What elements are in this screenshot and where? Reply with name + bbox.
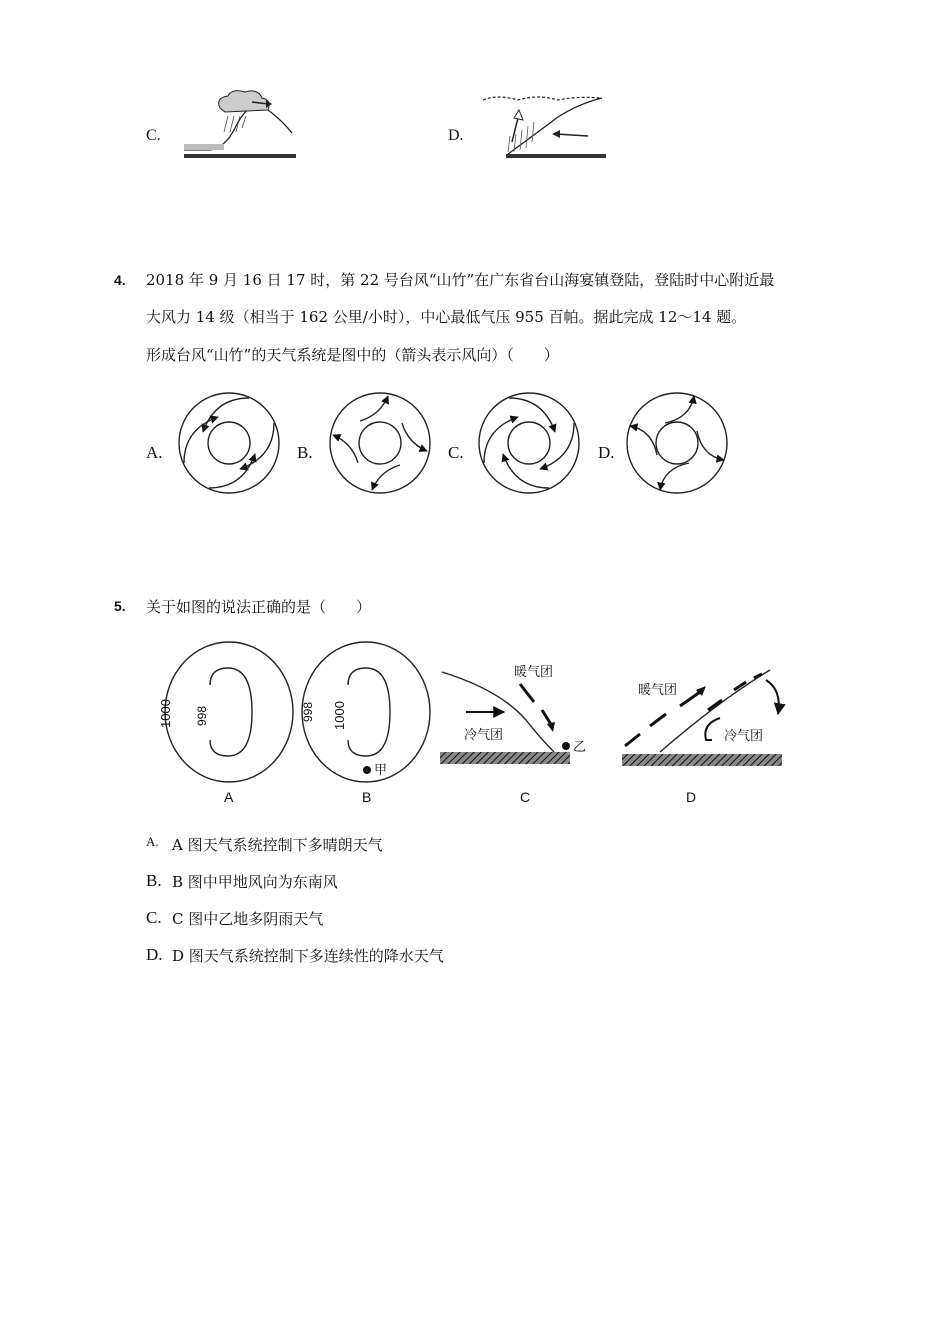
q4-option-c-label: C. <box>448 443 464 462</box>
q5-a-isobar-outer: 1000 <box>158 699 173 728</box>
q5-option-d-label: D. <box>146 945 163 964</box>
q5-c-point-yi: 乙 <box>573 739 587 754</box>
q4-a-outer-circle <box>179 393 279 493</box>
q4-stem-line-2: 大风力 14 级（相当于 162 公里/小时），中心最低气压 955 百帕。据此完成 12～14 题。 <box>146 308 747 326</box>
q5-option-d-text: D 图天气系统控制下多连续性的降水天气 <box>172 947 444 965</box>
q5-b-point-jia-dot <box>363 766 371 774</box>
q5-weather-figure <box>140 640 800 815</box>
q5-c-warm-air: 暖气团 <box>514 664 554 679</box>
q4-c-outer-circle <box>479 393 579 493</box>
q5-b-point-jia-label: 甲 <box>374 762 388 777</box>
q3-option-c-label: C. <box>146 127 161 144</box>
q5-number: 5. <box>114 598 126 614</box>
q4-c-inner-circle <box>508 422 550 464</box>
q5-panel-c-label: C <box>520 789 531 805</box>
q4-option-b-label: B. <box>297 443 313 462</box>
q5-b-isobar-outer: 998 <box>301 701 315 722</box>
q4-option-a-label: A. <box>146 443 163 462</box>
q4-number: 4. <box>114 272 126 288</box>
q4-a-inner-circle <box>208 422 250 464</box>
q3-option-d-label: D. <box>448 127 464 144</box>
q5-option-c-label: C. <box>146 908 162 927</box>
q5-option-c-text: C 图中乙地多阴雨天气 <box>172 910 324 928</box>
q5-option-a-text: A 图天气系统控制下多晴朗天气 <box>172 836 383 854</box>
q5-option-a-label: A. <box>146 834 159 849</box>
q4-cyclone-figures <box>0 0 950 600</box>
q5-option-b-label: B. <box>146 871 162 890</box>
q5-b-isobar-inner: 1000 <box>332 701 347 730</box>
q5-panel-b-label: B <box>362 789 372 805</box>
q4-stem-line-3: 形成台风“山竹”的天气系统是图中的（箭头表示风向）（ ） <box>146 346 559 364</box>
q4-d-inner-circle <box>656 422 698 464</box>
q4-option-d-label: D. <box>598 443 615 462</box>
q4-d-wind-arrows <box>630 396 724 490</box>
q5-panel-b <box>302 642 430 782</box>
q4-c-wind-arrows <box>484 398 574 488</box>
q5-d-cold-air: 冷气团 <box>724 728 764 743</box>
q4-b-inner-circle <box>359 422 401 464</box>
q4-d-outer-circle <box>627 393 727 493</box>
q5-panel-a <box>165 642 293 782</box>
q5-d-warm-air: 暖气团 <box>638 682 678 697</box>
q5-panel-d-label: D <box>686 789 697 805</box>
q4-stem-line-1: 2018 年 9 月 16 日 17 时，第 22 号台风“山竹”在广东省台山海宴镇登陆，登陆时中心附近最 <box>146 271 775 289</box>
q5-option-b-text: B 图中甲地风向为东南风 <box>172 873 338 891</box>
q4-a-wind-arrows <box>184 398 274 488</box>
q5-a-isobar-inner: 998 <box>195 705 209 726</box>
q5-c-cold-air: 冷气团 <box>464 727 504 742</box>
q5-panel-a-label: A <box>224 789 234 805</box>
q5-panel-c <box>440 672 570 764</box>
q4-b-wind-arrows <box>333 396 427 490</box>
q5-stem: 关于如图的说法正确的是（ ） <box>146 598 372 616</box>
